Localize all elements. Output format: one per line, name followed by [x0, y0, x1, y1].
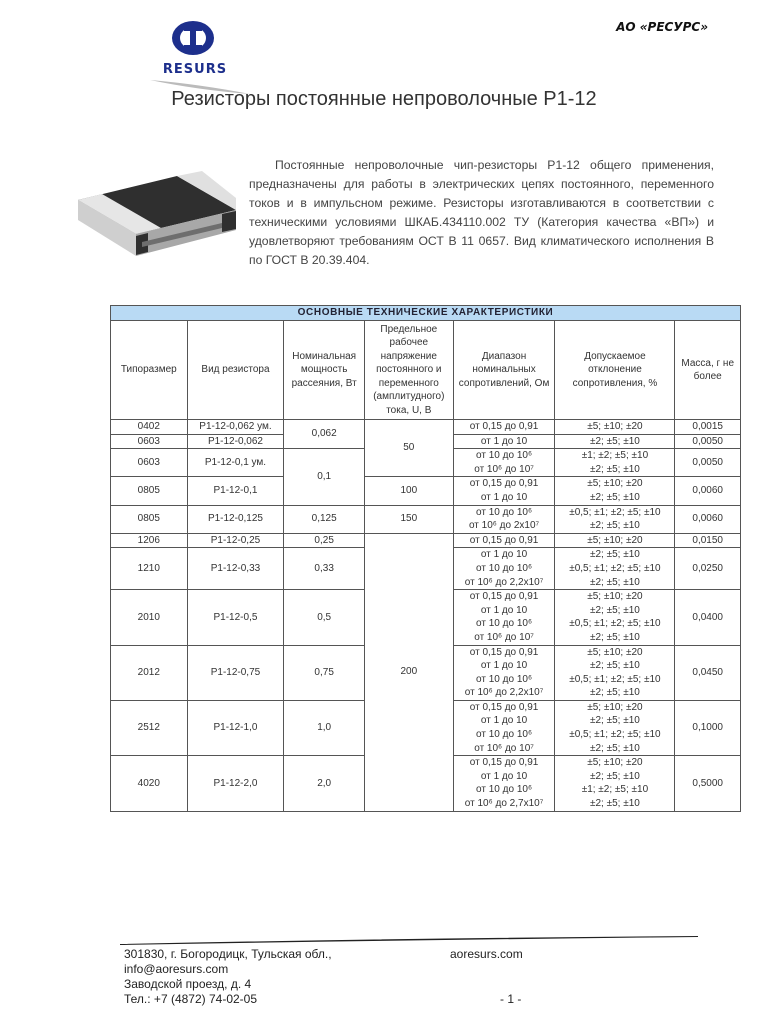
cell-power: 0,1 [284, 449, 365, 505]
cell-mass: 0,0060 [675, 505, 741, 533]
footer-phone: Тел.: +7 (4872) 74-02-05 [124, 992, 258, 1006]
cell-range: от 1 до 10 от 10 до 10⁶ от 10⁶ до 2,2х10⁷ [453, 548, 555, 590]
cell-mass: 0,0250 [675, 548, 741, 590]
cell-type: Р1-12-0,33 [187, 548, 284, 590]
table-row [111, 505, 741, 533]
cell-mass: 0,0050 [675, 449, 741, 477]
spec-table [110, 305, 741, 812]
header-power: Номинальная мощность рассеяния, Вт [284, 321, 365, 420]
cell-tolerance: ±5; ±10; ±20 ±2; ±5; ±10 ±0,5; ±1; ±2; ±5; ±10 ±2; ±5; ±10 [555, 590, 675, 645]
cell-size: 0603 [111, 449, 188, 477]
company-logo [148, 18, 252, 80]
cell-power: 0,25 [284, 533, 365, 548]
cell-mass: 0,0060 [675, 477, 741, 505]
company-name: АО «РЕСУРС» [616, 20, 708, 34]
logo-text: RESURS [162, 62, 228, 77]
cell-size: 2012 [111, 645, 188, 700]
cell-mass: 0,0050 [675, 434, 741, 449]
footer-website-link[interactable]: aoresurs.com [450, 947, 523, 961]
cell-tolerance: ±5; ±10; ±20 ±2; ±5; ±10 ±1; ±2; ±5; ±10 ±2; ±5; ±10 [555, 756, 675, 811]
cell-tolerance: ±0,5; ±1; ±2; ±5; ±10 ±2; ±5; ±10 [555, 505, 675, 533]
cell-mass: 0,5000 [675, 756, 741, 811]
cell-tolerance: ±5; ±10; ±20 [555, 420, 675, 435]
cell-range: от 10 до 10⁶ от 10⁶ до 2х10⁷ [453, 505, 555, 533]
cell-size: 2512 [111, 700, 188, 755]
cell-range: от 0,15 до 0,91 [453, 420, 555, 435]
cell-size: 0402 [111, 420, 188, 435]
cell-power: 0,125 [284, 505, 365, 533]
cell-type: Р1-12-0,75 [187, 645, 284, 700]
cell-power: 0,33 [284, 548, 365, 590]
cell-power: 0,75 [284, 645, 365, 700]
cell-size: 0805 [111, 477, 188, 505]
header-type: Вид резистора [187, 321, 284, 420]
cell-type: Р1-12-0,062 ум. [187, 420, 284, 435]
header-size: Типоразмер [111, 321, 188, 420]
cell-size: 0805 [111, 505, 188, 533]
header-mass: Масса, г не более [675, 321, 741, 420]
footer-email-link[interactable]: info@aoresurs.com [124, 962, 229, 976]
cell-type: Р1-12-0,5 [187, 590, 284, 645]
cell-range: от 0,15 до 0,91 от 1 до 10 от 10 до 10⁶ от 10⁶ до 2,2х10⁷ [453, 645, 555, 700]
table-row [111, 477, 741, 505]
cell-mass: 0,1000 [675, 700, 741, 755]
cell-range: от 0,15 до 0,91 [453, 533, 555, 548]
cell-tolerance: ±2; ±5; ±10 [555, 434, 675, 449]
cell-mass: 0,0400 [675, 590, 741, 645]
cell-power: 2,0 [284, 756, 365, 811]
header-tolerance: Допускаемое отклонение сопротивления, % [555, 321, 675, 420]
cell-range: от 0,15 до 0,91 от 1 до 10 от 10 до 10⁶ от 10⁶ до 10⁷ [453, 590, 555, 645]
cell-type: Р1-12-0,1 ум. [187, 449, 284, 477]
cell-type: Р1-12-0,062 [187, 434, 284, 449]
cell-power: 1,0 [284, 700, 365, 755]
cell-type: Р1-12-0,25 [187, 533, 284, 548]
intro-paragraph: Постоянные непроволочные чип-резисторы Р1-12 общего применения, предназначены для работы в электрических цепях постоянного, переменного токов и в импульсном режиме. Резисторы изготавливаются в соответствии с техническими условиями ШКАБ.434110.002 ТУ (Категория качества «ВП») и удовлетворяют требованиям ОСТ В 11 0657. Вид климатического исполнения В по ГОСТ В 20.39.404. [249, 158, 714, 267]
cell-tolerance: ±5; ±10; ±20 ±2; ±5; ±10 ±0,5; ±1; ±2; ±5; ±10 ±2; ±5; ±10 [555, 700, 675, 755]
cell-voltage: 200 [364, 533, 453, 811]
cell-range: от 0,15 до 0,91 от 1 до 10 [453, 477, 555, 505]
cell-tolerance: ±5; ±10; ±20 ±2; ±5; ±10 [555, 477, 675, 505]
cell-range: от 0,15 до 0,91 от 1 до 10 от 10 до 10⁶ от 10⁶ до 2,7х10⁷ [453, 756, 555, 811]
cell-size: 1210 [111, 548, 188, 590]
cell-tolerance: ±1; ±2; ±5; ±10 ±2; ±5; ±10 [555, 449, 675, 477]
cell-power: 0,062 [284, 420, 365, 449]
footer-address-line2: Заводской проезд, д. 4 [124, 977, 252, 991]
page-number: - 1 - [500, 992, 522, 1006]
cell-voltage: 150 [364, 505, 453, 533]
cell-power: 0,5 [284, 590, 365, 645]
cell-mass: 0,0015 [675, 420, 741, 435]
cell-voltage: 100 [364, 477, 453, 505]
cell-type: Р1-12-0,125 [187, 505, 284, 533]
cell-size: 4020 [111, 756, 188, 811]
cell-size: 1206 [111, 533, 188, 548]
cell-tolerance: ±2; ±5; ±10 ±0,5; ±1; ±2; ±5; ±10 ±2; ±5; ±10 [555, 548, 675, 590]
footer-divider [120, 934, 698, 946]
cell-range: от 10 до 10⁶ от 10⁶ до 10⁷ [453, 449, 555, 477]
footer-address-line1: 301830, г. Богородицк, Тульская обл., [124, 947, 332, 961]
chip-resistor-image [72, 170, 242, 265]
resurs-emblem-icon [170, 18, 216, 60]
table-row [111, 420, 741, 435]
cell-range: от 0,15 до 0,91 от 1 до 10 от 10 до 10⁶ от 10⁶ до 10⁷ [453, 700, 555, 755]
cell-mass: 0,0450 [675, 645, 741, 700]
page-title: Резисторы постоянные непроволочные Р1-12 [171, 88, 597, 110]
cell-mass: 0,0150 [675, 533, 741, 548]
header-range: Диапазон номинальных сопротивлений, Ом [453, 321, 555, 420]
cell-tolerance: ±5; ±10; ±20 ±2; ±5; ±10 ±0,5; ±1; ±2; ±5; ±10 ±2; ±5; ±10 [555, 645, 675, 700]
cell-type: Р1-12-1,0 [187, 700, 284, 755]
cell-size: 0603 [111, 434, 188, 449]
cell-type: Р1-12-0,1 [187, 477, 284, 505]
table-row [111, 533, 741, 548]
header-voltage: Предельное рабочее напряжение постоянного и переменного (амплитудного) тока, U, В [364, 321, 453, 420]
table-band-title: ОСНОВНЫЕ ТЕХНИЧЕСКИЕ ХАРАКТЕРИСТИКИ [111, 306, 741, 321]
cell-type: Р1-12-2,0 [187, 756, 284, 811]
cell-voltage: 50 [364, 420, 453, 477]
cell-size: 2010 [111, 590, 188, 645]
cell-tolerance: ±5; ±10; ±20 [555, 533, 675, 548]
cell-range: от 1 до 10 [453, 434, 555, 449]
